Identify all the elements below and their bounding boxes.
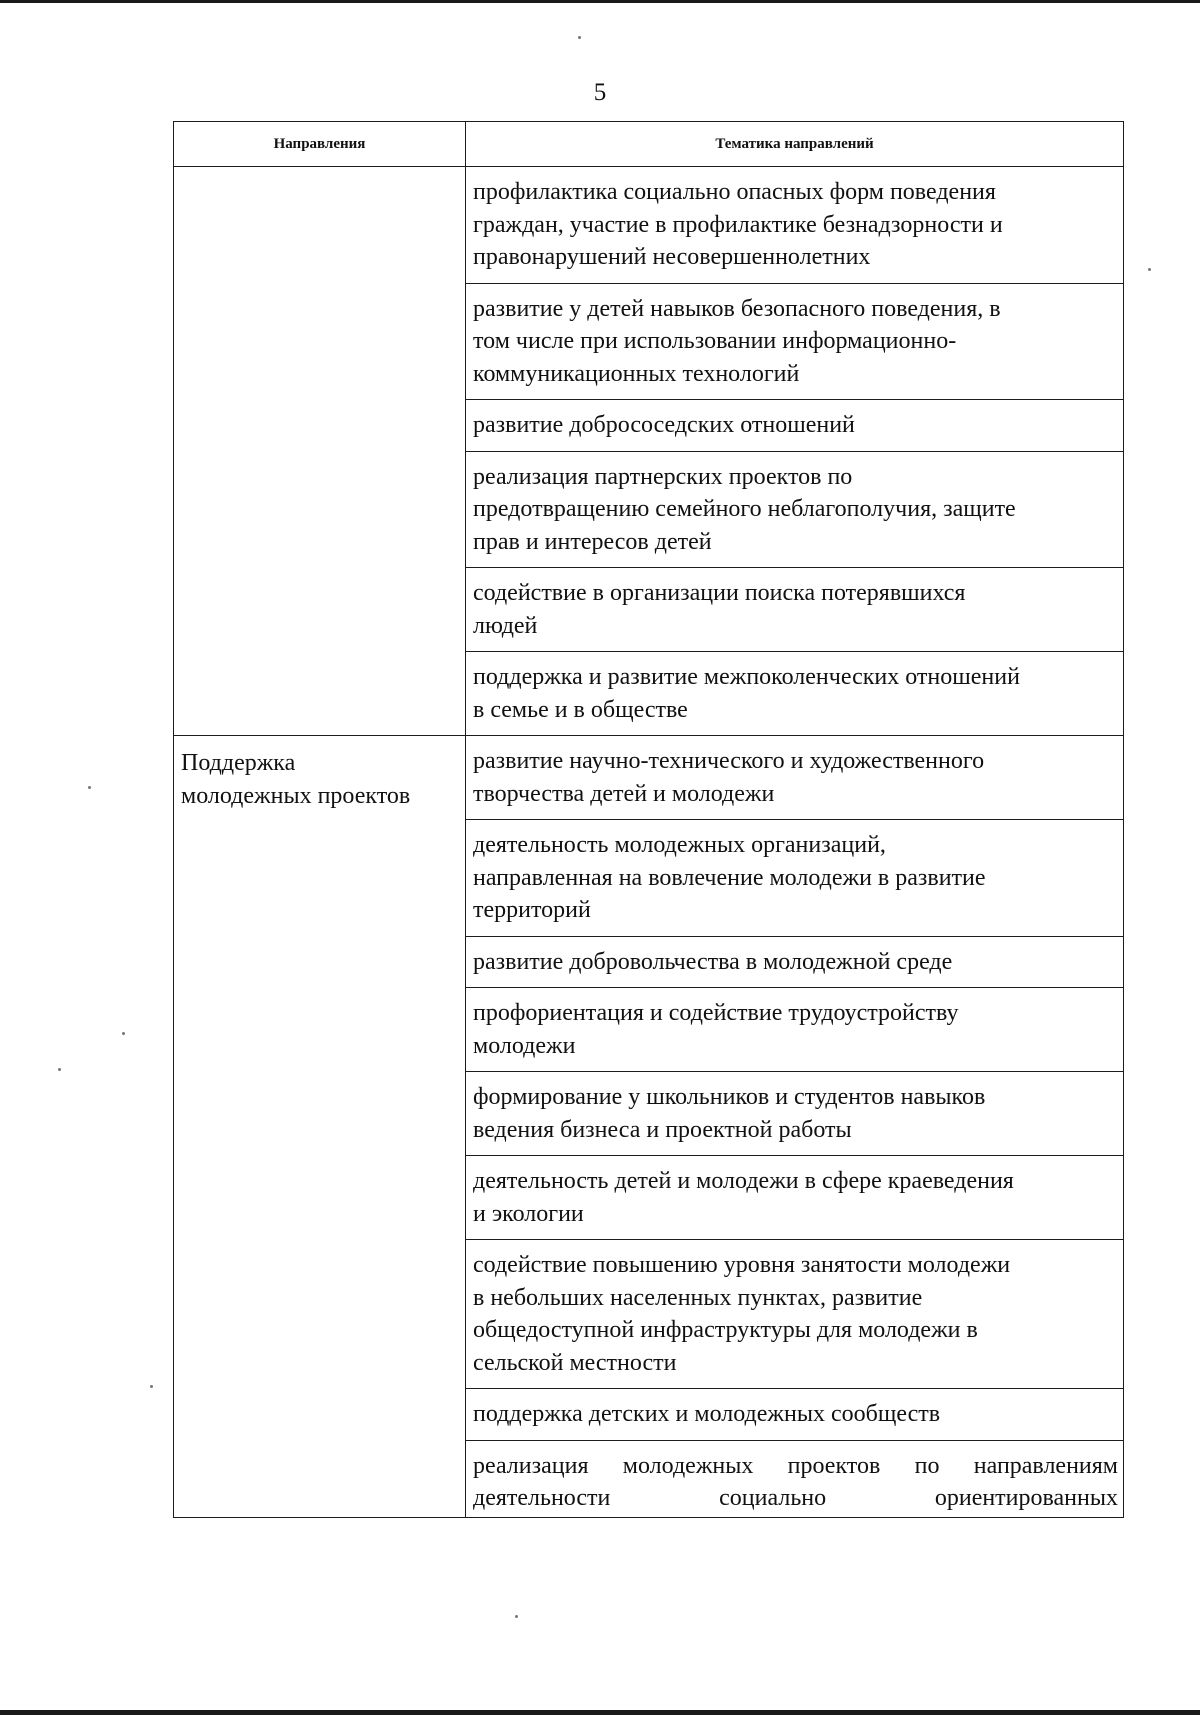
topic-cell: профилактика социально опасных форм поведения граждан, участие в профилактике безнадзорности и правонарушений несовершеннолетних xyxy=(466,167,1124,284)
topic-cell: развитие добрососедских отношений xyxy=(466,400,1124,452)
topic-cell: деятельность детей и молодежи в сфере краеведения и экологии xyxy=(466,1156,1124,1240)
topic-cell: формирование у школьников и студентов навыков ведения бизнеса и проектной работы xyxy=(466,1072,1124,1156)
topic-cell: развитие научно-технического и художественного творчества детей и молодежи xyxy=(466,736,1124,820)
topic-cell: деятельность молодежных организаций, направленная на вовлечение молодежи в развитие территорий xyxy=(466,820,1124,937)
scan-edge-bottom xyxy=(0,1710,1200,1715)
page-number: 5 xyxy=(593,79,607,106)
scan-speck xyxy=(88,786,91,789)
topic-cell: поддержка детских и молодежных сообществ xyxy=(466,1389,1124,1441)
topic-cell: профориентация и содействие трудоустройству молодежи xyxy=(466,988,1124,1072)
header-topics: Тематика направлений xyxy=(466,122,1124,167)
scan-edge-top xyxy=(0,0,1200,3)
scan-speck xyxy=(58,1068,61,1071)
table-row xyxy=(174,167,1124,284)
direction-cell-continued xyxy=(174,167,466,736)
topic-cell: реализация молодежных проектов по направлениям деятельности социально ориентированных xyxy=(466,1440,1124,1517)
topic-cell: содействие повышению уровня занятости молодежи в небольших населенных пунктах, развитие общедоступной инфраструктуры для молодежи в сельской местности xyxy=(466,1240,1124,1389)
topic-cell: содействие в организации поиска потерявшихся людей xyxy=(466,568,1124,652)
topic-cell: развитие добровольчества в молодежной среде xyxy=(466,936,1124,988)
scan-speck xyxy=(122,1032,125,1035)
header-directions: Направления xyxy=(174,122,466,167)
direction-cell: Поддержка молодежных проектов xyxy=(174,736,466,1518)
table-header-row xyxy=(174,122,1124,167)
scan-speck xyxy=(515,1615,518,1618)
topic-cell: развитие у детей навыков безопасного поведения, в том числе при использовании информационно- коммуникационных технологий xyxy=(466,283,1124,400)
scan-speck xyxy=(578,36,581,39)
table-row xyxy=(174,736,1124,820)
directions-table xyxy=(173,121,1124,1518)
topic-cell: поддержка и развитие межпоколенческих отношений в семье и в обществе xyxy=(466,652,1124,736)
topic-cell: реализация партнерских проектов по предотвращению семейного неблагополучия, защите прав и интересов детей xyxy=(466,451,1124,568)
scan-speck xyxy=(1148,268,1151,271)
scan-speck xyxy=(150,1385,153,1388)
